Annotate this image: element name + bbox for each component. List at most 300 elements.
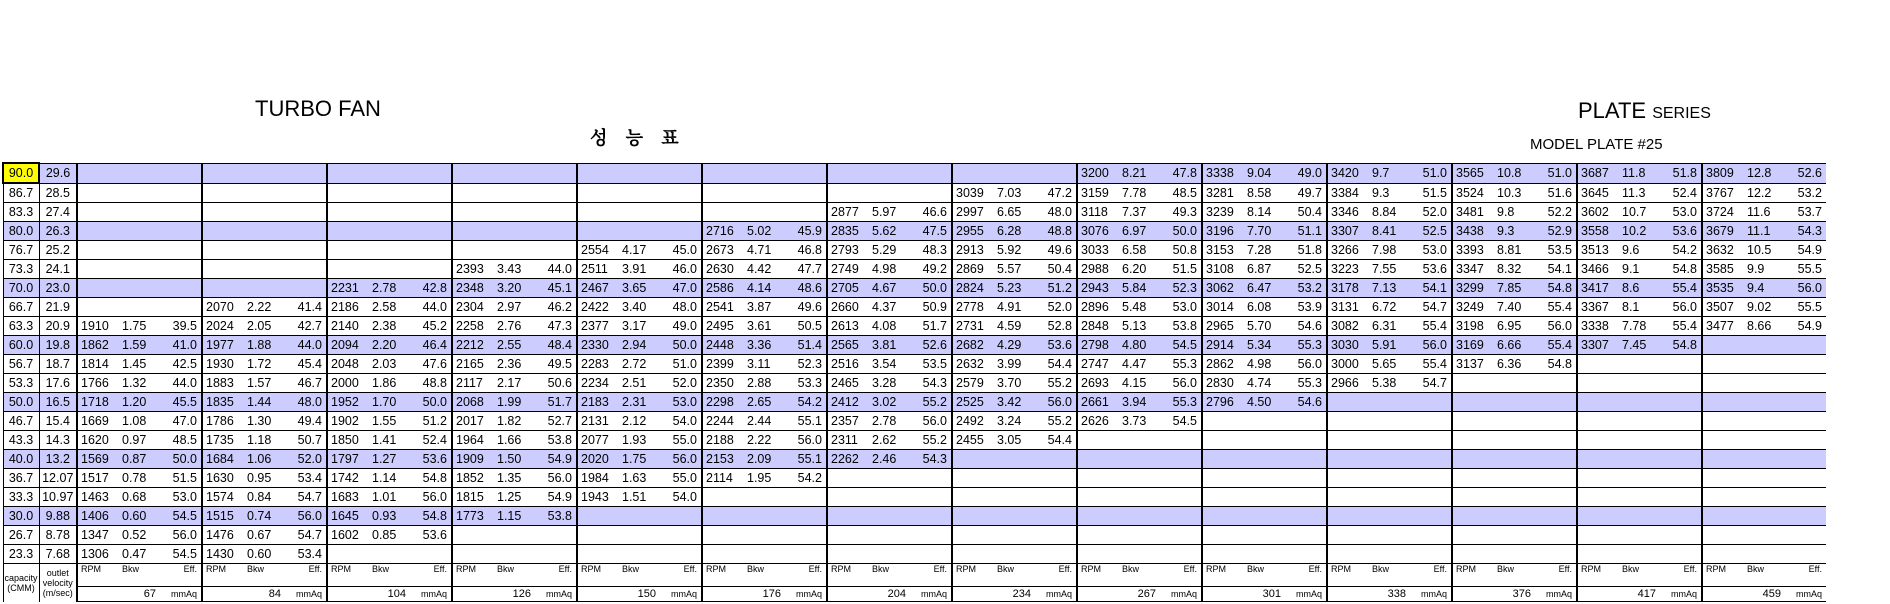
table-row [3,431,1826,450]
pressure-spacer [1702,587,1744,602]
eff-cell: 52.0 [285,450,327,469]
eff-cell [1535,488,1577,507]
rpm-cell [1452,450,1494,469]
rpm-cell: 2586 [702,279,744,298]
rpm-cell: 1797 [327,450,369,469]
eff-cell: 51.2 [410,412,452,431]
rpm-cell: 3249 [1452,298,1494,317]
eff-cell: 56.0 [1785,279,1826,298]
rpm-cell [1577,469,1619,488]
bkw-cell [369,203,410,222]
rpm-cell [952,545,994,564]
bkw-cell: 5.13 [1119,317,1160,336]
eff-cell: 48.5 [1160,183,1202,203]
eff-cell: 53.0 [660,393,702,412]
eff-cell: 53.0 [1160,298,1202,317]
eff-cell: 52.4 [1660,183,1702,203]
bkw-cell: 3.20 [494,279,535,298]
bkw-cell: 3.28 [869,374,910,393]
eff-cell [535,222,577,241]
eff-cell [1785,545,1826,564]
bkw-cell: 3.11 [744,355,785,374]
bkw-cell [119,241,160,260]
eff-cell: 46.8 [785,241,827,260]
bkw-cell [1619,450,1660,469]
bkw-cell: 10.5 [1744,241,1785,260]
eff-cell: 55.2 [1035,374,1077,393]
velocity-cell: 25.2 [39,241,77,260]
pressure-spacer [1577,587,1619,602]
bkw-cell [244,260,285,279]
eff-cell [1785,450,1826,469]
eff-cell [1285,488,1327,507]
rpm-cell [202,163,244,183]
bkw-cell: 3.73 [1119,412,1160,431]
rpm-cell [702,203,744,222]
bkw-header: Bkw [494,564,535,587]
eff-cell [1660,431,1702,450]
eff-cell [1785,393,1826,412]
eff-cell [785,203,827,222]
bkw-cell [244,163,285,183]
eff-cell: 54.3 [910,450,952,469]
rpm-cell: 2024 [202,317,244,336]
eff-cell: 50.0 [160,450,202,469]
bkw-cell [1744,545,1785,564]
eff-cell: 56.0 [285,507,327,526]
pressure-value: 150 [619,587,660,602]
rpm-cell [1702,488,1744,507]
eff-cell [535,163,577,183]
bkw-cell: 11.8 [1619,163,1660,183]
eff-cell: 56.0 [160,526,202,545]
rpm-cell: 1909 [452,450,494,469]
eff-cell: 56.0 [1035,393,1077,412]
bkw-cell: 0.97 [119,431,160,450]
bkw-cell: 1.66 [494,431,535,450]
table-row [3,163,1826,183]
eff-cell [1410,545,1452,564]
eff-header: Eff. [160,564,202,587]
rpm-cell: 3338 [1577,317,1619,336]
eff-cell: 56.0 [910,412,952,431]
eff-cell [1160,507,1202,526]
eff-header: Eff. [285,564,327,587]
rpm-cell [1577,488,1619,507]
eff-cell [1535,545,1577,564]
rpm-cell: 3645 [1577,183,1619,203]
eff-cell: 51.5 [160,469,202,488]
table-row [3,222,1826,241]
bkw-cell: 3.40 [619,298,660,317]
pressure-spacer [1202,587,1244,602]
title-series: SERIES [1652,105,1711,122]
eff-cell [1535,450,1577,469]
pressure-unit: mmAq [1660,587,1702,602]
bkw-cell: 0.60 [119,507,160,526]
eff-cell: 52.6 [1785,163,1826,183]
rpm-cell: 1630 [202,469,244,488]
capacity-cell: 33.3 [3,488,39,507]
eff-cell: 54.5 [160,507,202,526]
rpm-cell: 2731 [952,317,994,336]
eff-cell [285,183,327,203]
bkw-cell [1244,526,1285,545]
rpm-cell: 2749 [827,260,869,279]
bkw-cell: 0.84 [244,488,285,507]
performance-table-body [3,163,1826,602]
eff-cell: 47.8 [1160,163,1202,183]
bkw-cell [1244,450,1285,469]
rpm-header: RPM [952,564,994,587]
eff-cell: 44.0 [410,298,452,317]
rpm-cell [77,241,119,260]
eff-cell: 54.7 [1410,374,1452,393]
bkw-cell [619,222,660,241]
pressure-value: 417 [1619,587,1660,602]
bkw-cell [994,545,1035,564]
bkw-cell: 2.78 [369,279,410,298]
bkw-cell [1369,412,1410,431]
bkw-cell [1494,393,1535,412]
eff-cell [1035,507,1077,526]
eff-cell: 53.4 [285,469,327,488]
eff-cell: 55.2 [910,431,952,450]
rpm-cell: 3393 [1452,241,1494,260]
rpm-cell [577,526,619,545]
rpm-cell: 2117 [452,374,494,393]
rpm-header: RPM [1077,564,1119,587]
eff-cell: 56.0 [1285,355,1327,374]
rpm-cell: 3108 [1202,260,1244,279]
rpm-header: RPM [1452,564,1494,587]
eff-cell [1535,393,1577,412]
velocity-cell: 16.5 [39,393,77,412]
rpm-cell [1202,545,1244,564]
rpm-cell: 1862 [77,336,119,355]
eff-cell: 50.6 [535,374,577,393]
rpm-cell: 3033 [1077,241,1119,260]
rpm-cell [327,545,369,564]
title-turbo-fan: TURBO FAN [255,96,381,121]
bkw-cell: 6.36 [1494,355,1535,374]
rpm-cell [1577,412,1619,431]
rpm-header: RPM [1702,564,1744,587]
rpm-cell: 2877 [827,203,869,222]
rpm-header: RPM [702,564,744,587]
rpm-cell: 2000 [327,374,369,393]
bkw-cell: 4.98 [869,260,910,279]
bkw-cell [1619,355,1660,374]
rpm-cell [1577,431,1619,450]
bkw-cell: 8.6 [1619,279,1660,298]
bkw-cell [1494,488,1535,507]
bkw-cell: 2.94 [619,336,660,355]
eff-cell: 51.6 [1535,183,1577,203]
rpm-cell: 2661 [1077,393,1119,412]
bkw-cell [1494,412,1535,431]
capacity-cell: 36.7 [3,469,39,488]
eff-cell: 44.0 [160,374,202,393]
rpm-cell: 2188 [702,431,744,450]
bkw-cell [1369,431,1410,450]
rpm-cell: 3535 [1702,279,1744,298]
bkw-cell [119,163,160,183]
bkw-cell: 0.85 [369,526,410,545]
rpm-cell: 2448 [702,336,744,355]
eff-cell [910,507,952,526]
rpm-cell [1327,526,1369,545]
bkw-cell [1369,545,1410,564]
pressure-spacer [327,587,369,602]
bkw-cell: 2.88 [744,374,785,393]
rpm-cell [1702,355,1744,374]
eff-cell: 50.0 [410,393,452,412]
bkw-cell: 7.03 [994,183,1035,203]
eff-cell: 56.0 [660,450,702,469]
eff-header: Eff. [1535,564,1577,587]
rpm-cell: 2330 [577,336,619,355]
rpm-cell: 3524 [1452,183,1494,203]
bkw-cell [494,526,535,545]
eff-cell [285,241,327,260]
rpm-cell: 2070 [202,298,244,317]
eff-cell: 49.0 [1285,163,1327,183]
capacity-cell: 40.0 [3,450,39,469]
pressure-unit: mmAq [660,587,702,602]
model-label: MODEL PLATE #25 [1530,136,1663,153]
rpm-cell: 3724 [1702,203,1744,222]
bkw-cell: 1.25 [494,488,535,507]
rpm-cell: 3558 [1577,222,1619,241]
bkw-cell: 4.91 [994,298,1035,317]
bkw-cell: 1.35 [494,469,535,488]
bkw-cell: 8.14 [1244,203,1285,222]
eff-cell [285,203,327,222]
bkw-cell: 4.29 [994,336,1035,355]
bkw-cell [494,241,535,260]
bkw-cell: 6.31 [1369,317,1410,336]
rpm-cell: 2516 [827,355,869,374]
pressure-spacer [452,587,494,602]
eff-cell: 52.4 [410,431,452,450]
eff-cell: 51.7 [535,393,577,412]
eff-cell: 49.7 [1285,183,1327,203]
eff-cell [410,183,452,203]
eff-cell [1035,450,1077,469]
eff-cell [1410,450,1452,469]
pressure-spacer [702,587,744,602]
eff-cell: 49.0 [660,317,702,336]
velocity-cell: 18.7 [39,355,77,374]
rpm-cell: 3153 [1202,241,1244,260]
rpm-cell: 2565 [827,336,869,355]
eff-header: Eff. [785,564,827,587]
rpm-cell: 2020 [577,450,619,469]
pressure-value: 204 [869,587,910,602]
rpm-cell [1702,507,1744,526]
eff-cell [1285,545,1327,564]
bkw-header: Bkw [1494,564,1535,587]
rpm-header: RPM [827,564,869,587]
eff-cell [1160,526,1202,545]
rpm-cell: 1852 [452,469,494,488]
eff-cell: 54.7 [285,526,327,545]
eff-cell: 54.5 [1160,336,1202,355]
rpm-cell: 1815 [452,488,494,507]
eff-cell: 53.2 [1785,183,1826,203]
eff-cell: 42.5 [160,355,202,374]
rpm-cell: 3030 [1327,336,1369,355]
eff-cell: 50.0 [910,279,952,298]
bkw-cell [1369,507,1410,526]
pressure-value: 104 [369,587,410,602]
bkw-cell: 4.59 [994,317,1035,336]
bkw-cell: 5.62 [869,222,910,241]
rpm-cell: 3159 [1077,183,1119,203]
bkw-cell: 3.36 [744,336,785,355]
eff-cell: 54.6 [1285,393,1327,412]
bkw-cell: 7.28 [1244,241,1285,260]
rpm-cell: 1964 [452,431,494,450]
bkw-cell: 4.37 [869,298,910,317]
rpm-cell: 2244 [702,412,744,431]
bkw-cell [244,279,285,298]
rpm-cell: 2465 [827,374,869,393]
rpm-cell: 1684 [202,450,244,469]
eff-cell: 54.9 [1785,241,1826,260]
eff-cell: 46.7 [285,374,327,393]
eff-cell: 53.5 [1535,241,1577,260]
eff-cell: 45.1 [535,279,577,298]
rpm-cell [702,507,744,526]
rpm-cell: 2311 [827,431,869,450]
bkw-cell: 3.65 [619,279,660,298]
rpm-cell [1702,545,1744,564]
bkw-cell: 1.82 [494,412,535,431]
eff-cell: 49.6 [785,298,827,317]
bkw-cell [494,163,535,183]
bkw-cell [494,183,535,203]
bkw-cell: 3.54 [869,355,910,374]
bkw-cell: 3.02 [869,393,910,412]
eff-cell [1785,431,1826,450]
eff-cell: 53.6 [410,526,452,545]
pressure-unit: mmAq [410,587,452,602]
eff-cell [1035,469,1077,488]
eff-cell: 41.0 [160,336,202,355]
bkw-cell: 5.34 [1244,336,1285,355]
rpm-cell: 2796 [1202,393,1244,412]
bkw-cell: 4.98 [1244,355,1285,374]
bkw-header: Bkw [1369,564,1410,587]
bkw-cell [119,222,160,241]
bkw-cell [994,469,1035,488]
rpm-cell [827,526,869,545]
bkw-cell: 7.37 [1119,203,1160,222]
rpm-cell [577,545,619,564]
velocity-cell: 13.2 [39,450,77,469]
eff-cell: 54.6 [1285,317,1327,336]
eff-cell: 54.8 [1660,336,1702,355]
eff-cell: 51.5 [1410,183,1452,203]
eff-cell: 41.4 [285,298,327,317]
rpm-cell [202,260,244,279]
bkw-cell [1119,507,1160,526]
rpm-cell [1702,336,1744,355]
bkw-cell [619,163,660,183]
rpm-cell: 2231 [327,279,369,298]
eff-cell: 51.1 [1285,222,1327,241]
rpm-cell [577,203,619,222]
eff-cell [785,183,827,203]
eff-cell [660,203,702,222]
eff-cell [1035,488,1077,507]
rpm-cell: 3266 [1327,241,1369,260]
rpm-cell: 3076 [1077,222,1119,241]
bkw-cell: 8.41 [1369,222,1410,241]
eff-header: Eff. [1660,564,1702,587]
rpm-cell: 2495 [702,317,744,336]
rpm-cell [1577,507,1619,526]
bkw-cell [1744,374,1785,393]
bkw-cell: 4.74 [1244,374,1285,393]
rpm-cell [577,183,619,203]
rpm-cell [202,183,244,203]
rpm-cell [1327,469,1369,488]
title-performance-table: 성 능 표 [590,128,685,149]
rpm-cell [952,488,994,507]
pressure-spacer [202,587,244,602]
rpm-cell [1202,412,1244,431]
bkw-cell [1744,412,1785,431]
rpm-cell: 3196 [1202,222,1244,241]
rpm-cell: 2140 [327,317,369,336]
rpm-cell [1202,488,1244,507]
rpm-cell: 1620 [77,431,119,450]
eff-cell: 47.2 [1035,183,1077,203]
eff-cell: 53.3 [785,374,827,393]
pressure-value: 301 [1244,587,1285,602]
eff-cell [1785,412,1826,431]
table-row [3,260,1826,279]
rpm-cell: 1574 [202,488,244,507]
rpm-cell [452,241,494,260]
pressure-unit: mmAq [1035,587,1077,602]
bkw-cell [744,203,785,222]
rpm-cell [1077,488,1119,507]
bkw-cell: 2.22 [244,298,285,317]
eff-cell: 49.5 [535,355,577,374]
bkw-cell: 9.6 [1619,241,1660,260]
rpm-cell: 1430 [202,545,244,564]
bkw-cell: 3.99 [994,355,1035,374]
eff-cell [410,163,452,183]
bkw-cell: 1.57 [244,374,285,393]
rpm-cell: 2660 [827,298,869,317]
bkw-cell: 4.50 [1244,393,1285,412]
rpm-cell [1452,488,1494,507]
rpm-header: RPM [77,564,119,587]
rpm-cell [202,279,244,298]
eff-cell [160,163,202,183]
eff-cell: 56.0 [1160,374,1202,393]
rpm-cell: 1718 [77,393,119,412]
eff-cell: 54.2 [785,393,827,412]
eff-cell [410,222,452,241]
bkw-cell: 1.14 [369,469,410,488]
rpm-cell [1702,374,1744,393]
